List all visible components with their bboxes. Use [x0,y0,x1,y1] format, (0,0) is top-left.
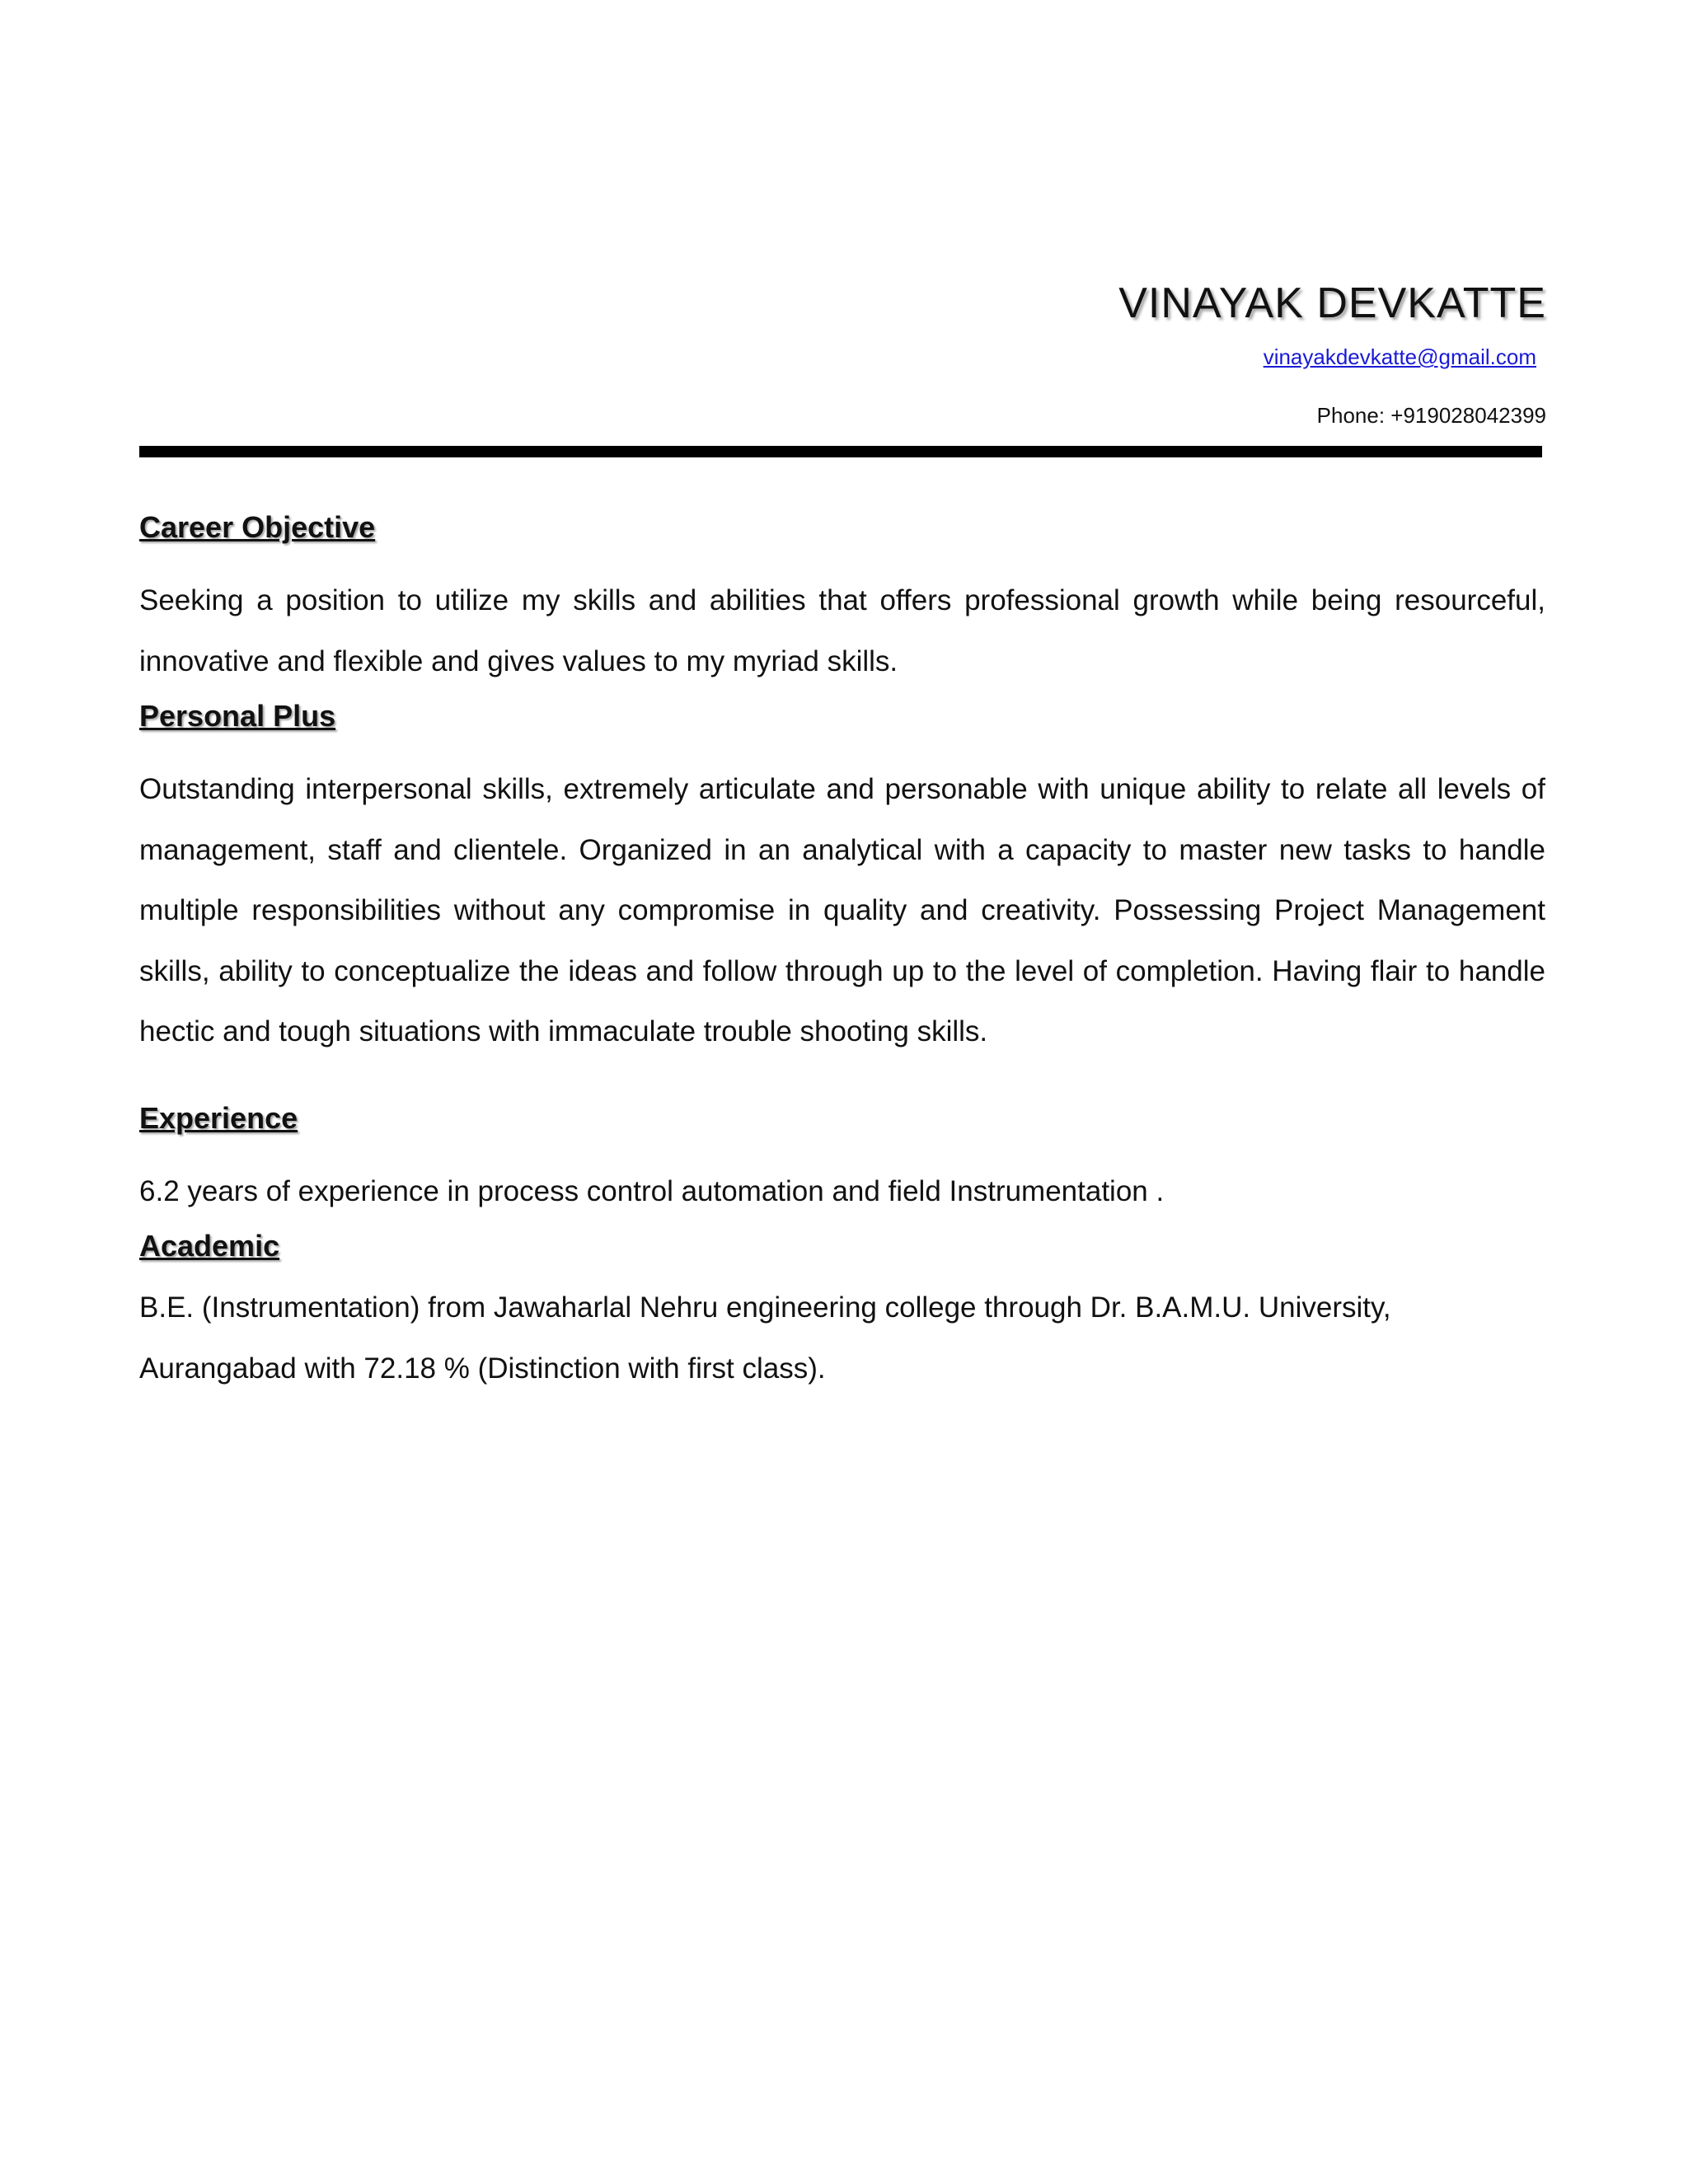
academic-heading: Academic [139,1229,280,1263]
career-objective-heading: Career Objective [139,510,376,544]
academic-text: B.E. (Instrumentation) from Jawaharlal Nehru engineering college through Dr. B.A.M.U. University, Aurangabad with 72.18 % (Distinction with first class). [139,1291,1391,1385]
experience-text: 6.2 years of experience in process control automation and field Instrumentation . [139,1174,1165,1207]
resume-header [1118,279,1546,429]
phone-number: Phone: +919028042399 [1316,403,1546,428]
personal-plus-text: Outstanding interpersonal skills, extremely articulate and personable with unique ability to relate all levels of management, staff and clientele. Organized in an analytical with a capacity to master new tasks to handle multiple responsibilities without any compromise in quality and creativity. Possessing Project Management skills, ability to conceptualize the ideas and follow through up to the level of completion. Having flair to handle hectic and tough situations with immaculate trouble shooting skills. [139,773,1545,1047]
career-objective-text: Seeking a position to utilize my skills and abilities that offers professional growth while being resourceful, innovative and flexible and gives values to my myriad skills. [139,584,1545,677]
experience-heading: Experience [139,1100,298,1135]
email-link[interactable]: vinayakdevkatte@gmail.com [1263,344,1536,369]
resume-body [139,503,1545,1399]
candidate-name: VINAYAK DEVKATTE [1118,279,1546,327]
header-divider [139,446,1542,457]
personal-plus-heading: Personal Plus [139,699,336,733]
